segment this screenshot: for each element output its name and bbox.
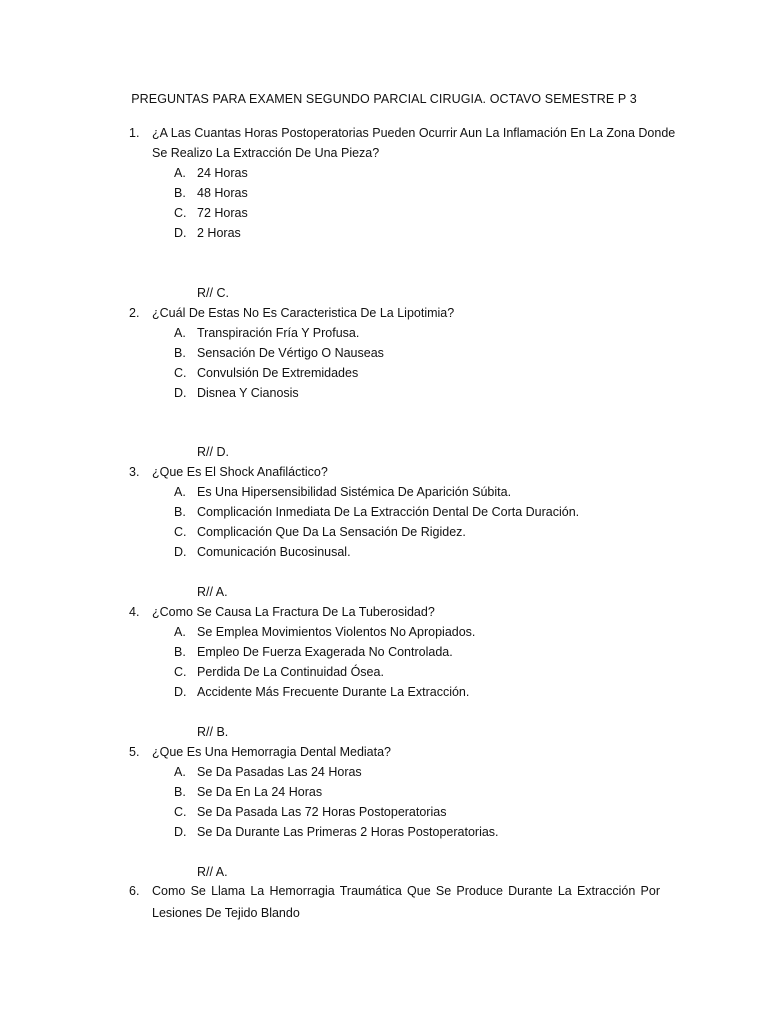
option-text: Complicación Que Da La Sensación De Rigidez. [197, 525, 466, 539]
option-letter: D. [174, 685, 187, 699]
option-letter: D. [174, 545, 187, 559]
option-text: Empleo De Fuerza Exagerada No Controlada. [197, 645, 453, 659]
option-letter: B. [174, 505, 186, 519]
answer-key: R// A. [197, 585, 228, 599]
option-letter: A. [174, 485, 186, 499]
question-text: ¿Cuál De Estas No Es Caracteristica De La Lipotimia? [152, 306, 455, 320]
option-letter: D. [174, 226, 187, 240]
option-letter: A. [174, 625, 186, 639]
option-text: Transpiración Fría Y Profusa. [197, 326, 360, 340]
question-number: 4. [129, 605, 140, 619]
option-text: Se Da Pasada Las 72 Horas Postoperatorias [197, 805, 447, 819]
answer-key: R// A. [197, 865, 228, 879]
question-text: ¿Que Es El Shock Anafiláctico? [152, 465, 328, 479]
option-letter: C. [174, 206, 187, 220]
option-text: Complicación Inmediata De La Extracción Dental De Corta Duración. [197, 505, 580, 519]
question-text: ¿Como Se Causa La Fractura De La Tuberosidad? [152, 605, 435, 619]
question-text: ¿Que Es Una Hemorragia Dental Mediata? [152, 745, 392, 759]
option-text: 72 Horas [197, 206, 248, 220]
option-text: Se Da Durante Las Primeras 2 Horas Postoperatorias. [197, 825, 499, 839]
option-letter: C. [174, 525, 187, 539]
question-text: ¿A Las Cuantas Horas Postoperatorias Pueden Ocurrir Aun La Inflamación En La Zona Donde [152, 126, 676, 140]
question-number: 6. [129, 884, 140, 898]
option-letter: B. [174, 645, 186, 659]
option-letter: C. [174, 665, 187, 679]
option-text: Perdida De La Continuidad Ósea. [197, 665, 384, 679]
answer-key: R// D. [197, 445, 229, 459]
question-text-continued: Se Realizo La Extracción De Una Pieza? [152, 146, 380, 160]
option-text: 24 Horas [197, 166, 248, 180]
option-text: 48 Horas [197, 186, 248, 200]
answer-key: R// B. [197, 725, 229, 739]
question-number: 1. [129, 126, 140, 140]
option-letter: A. [174, 765, 186, 779]
option-letter: D. [174, 386, 187, 400]
option-text: 2 Horas [197, 226, 241, 240]
option-text: Disnea Y Cianosis [197, 386, 299, 400]
question-number: 3. [129, 465, 140, 479]
option-text: Accidente Más Frecuente Durante La Extracción. [197, 685, 470, 699]
option-text: Se Da En La 24 Horas [197, 785, 323, 799]
question-text-continued: Lesiones De Tejido Blando [152, 906, 300, 920]
question-number: 5. [129, 745, 140, 759]
option-text: Se Emplea Movimientos Violentos No Apropiados. [197, 625, 476, 639]
option-letter: D. [174, 825, 187, 839]
question-text: Como Se Llama La Hemorragia Traumática Que Se Produce Durante La Extracción Por [152, 884, 660, 898]
document-title: PREGUNTAS PARA EXAMEN SEGUNDO PARCIAL CIRUGIA. OCTAVO SEMESTRE P 3 [131, 92, 637, 106]
option-text: Se Da Pasadas Las 24 Horas [197, 765, 362, 779]
option-text: Convulsión De Extremidades [197, 366, 359, 380]
option-letter: A. [174, 166, 186, 180]
option-text: Sensación De Vértigo O Nauseas [197, 346, 384, 360]
question-number: 2. [129, 306, 140, 320]
option-letter: C. [174, 366, 187, 380]
option-text: Comunicación Bucosinusal. [197, 545, 351, 559]
option-text: Es Una Hipersensibilidad Sistémica De Aparición Súbita. [197, 485, 512, 499]
answer-key: R// C. [197, 286, 229, 300]
option-letter: B. [174, 186, 186, 200]
option-letter: B. [174, 785, 186, 799]
option-letter: B. [174, 346, 186, 360]
option-letter: A. [174, 326, 186, 340]
option-letter: C. [174, 805, 187, 819]
